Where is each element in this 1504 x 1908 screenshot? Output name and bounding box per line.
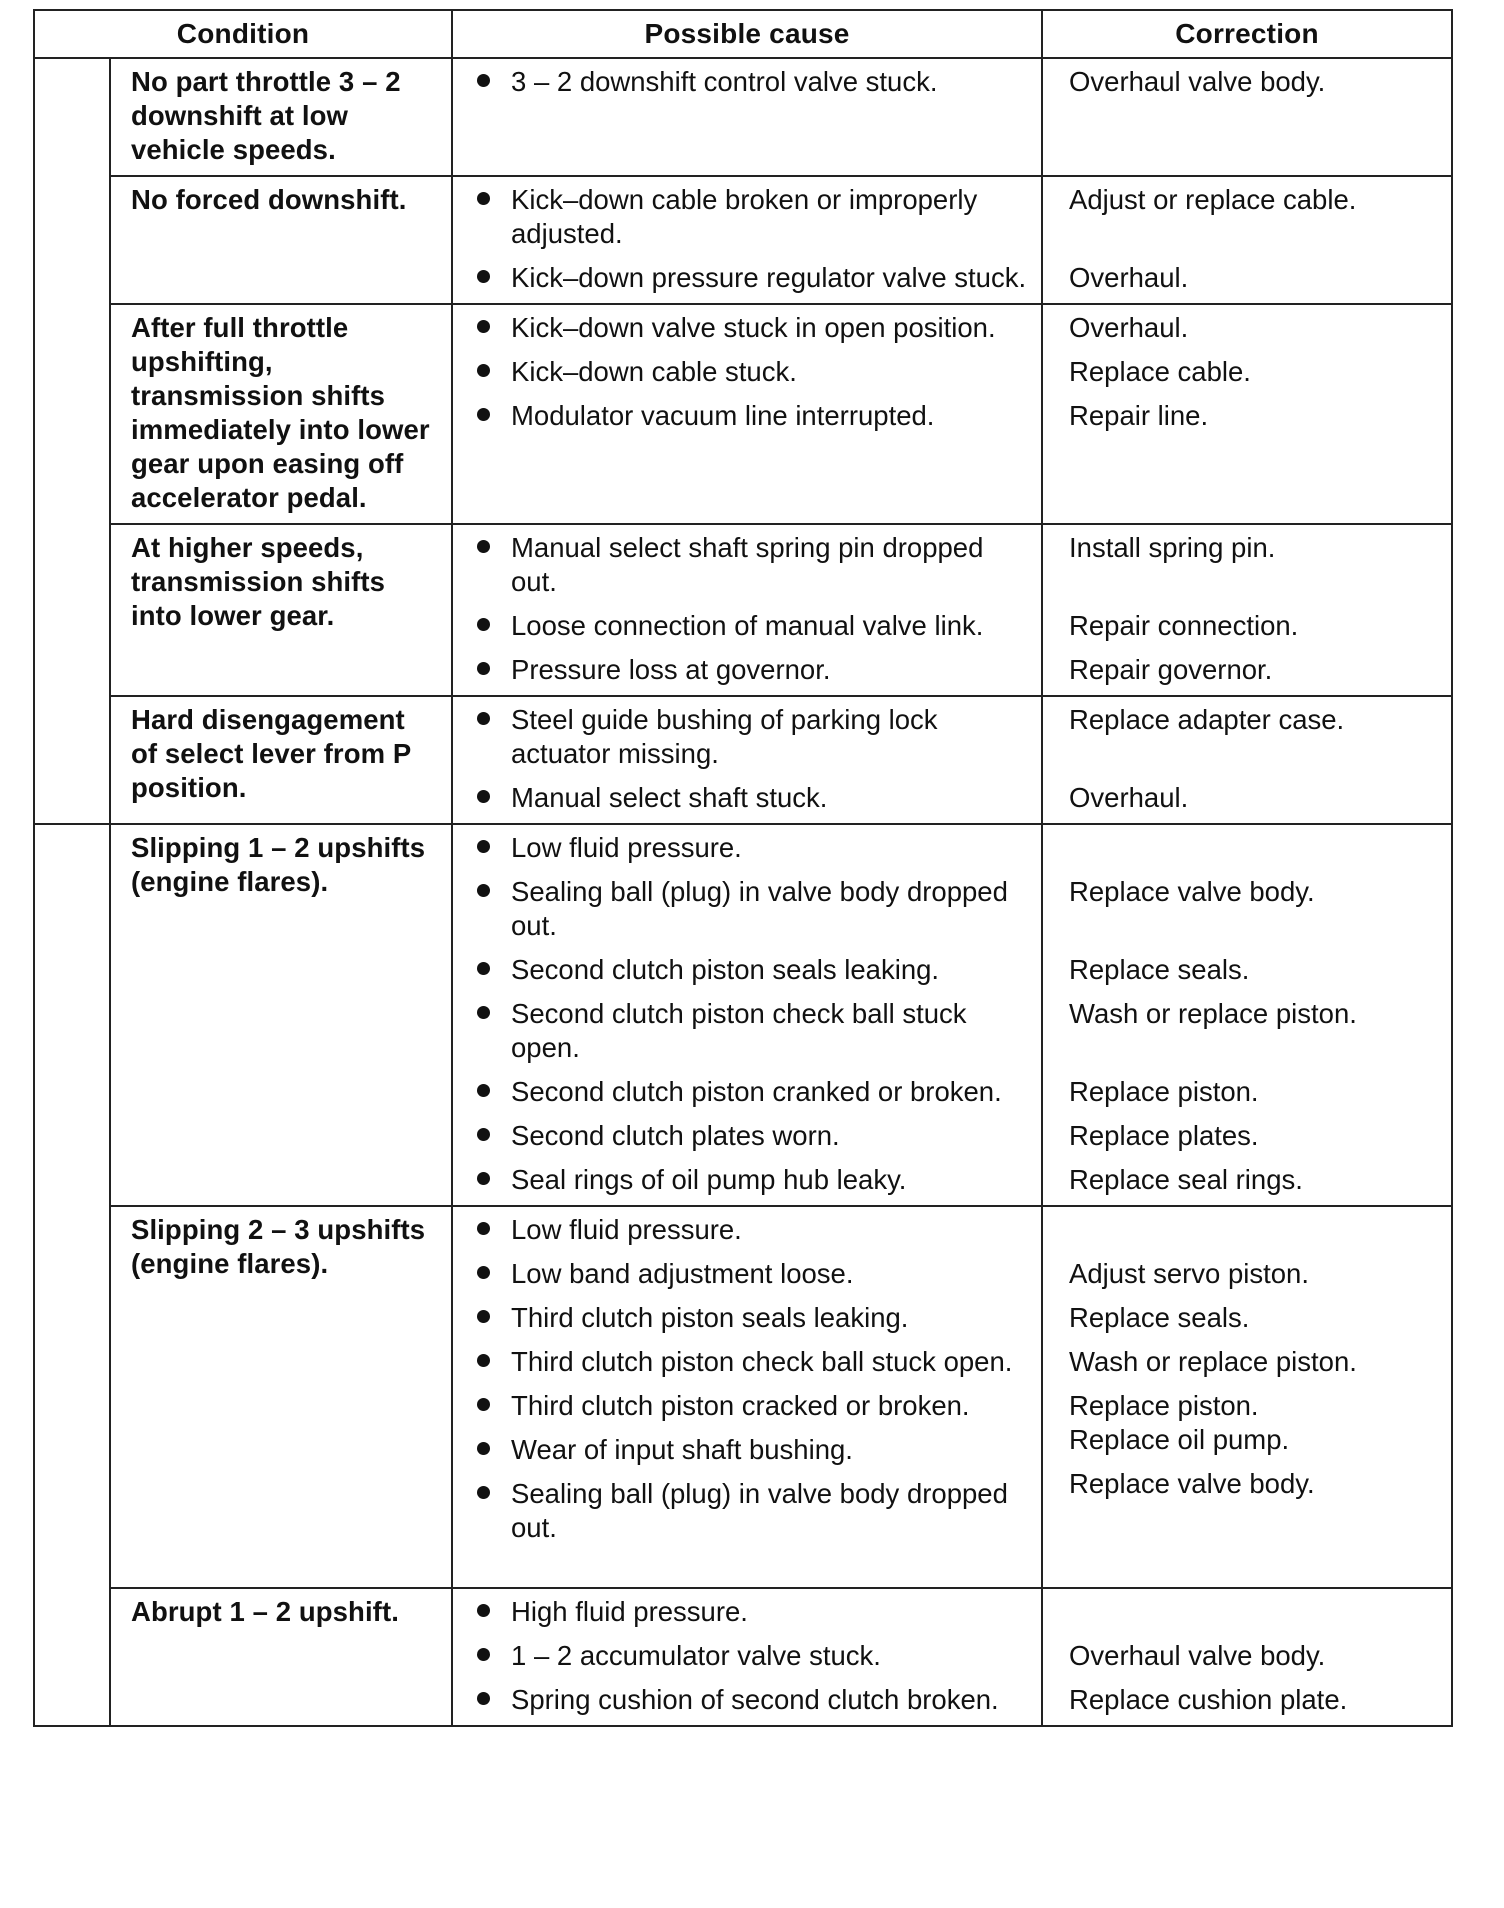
cause-item (477, 1345, 1027, 1379)
possible-cause-cell (452, 1206, 1042, 1588)
cause-text: Low fluid pressure. (511, 832, 742, 863)
table-row (34, 176, 1452, 304)
table-row (34, 824, 1452, 1206)
correction-item (1069, 1595, 1441, 1629)
group-gutter-cell (34, 58, 110, 176)
cause-item (477, 781, 1027, 815)
bullet-icon (477, 618, 490, 631)
bullet-icon (477, 1604, 490, 1617)
condition-cell: No part throttle 3 – 2 downshift at low vehicle speeds. (110, 58, 452, 176)
correction-cell (1042, 1588, 1452, 1726)
possible-cause-cell (452, 58, 1042, 176)
cause-text: Sealing ball (plug) in valve body dropped out. (511, 1478, 1008, 1543)
bullet-icon (477, 408, 490, 421)
cause-text: Loose connection of manual valve link. (511, 610, 984, 641)
correction-item: Replace cable. (1069, 356, 1251, 387)
cause-text: Low band adjustment loose. (511, 1258, 854, 1289)
condition-cell: Slipping 1 – 2 upshifts (engine flares). (110, 824, 452, 1206)
bullet-icon (477, 662, 490, 675)
correction-item (1069, 1511, 1441, 1579)
cause-text: Steel guide bushing of parking lock actuator missing. (511, 704, 938, 769)
bullet-icon (477, 1310, 490, 1323)
table-row (34, 524, 1452, 696)
cause-item (477, 531, 1027, 599)
cause-text: Kick–down cable broken or improperly adjusted. (511, 184, 978, 249)
cause-item (477, 1595, 1027, 1629)
correction-cell (1042, 1206, 1452, 1588)
cause-text: Second clutch piston cranked or broken. (511, 1076, 1002, 1107)
cause-text: 1 – 2 accumulator valve stuck. (511, 1640, 881, 1671)
group-gutter-cell (34, 176, 110, 304)
cause-text: Modulator vacuum line interrupted. (511, 400, 935, 431)
correction-item: Overhaul valve body. (1069, 1640, 1326, 1671)
cause-item (477, 183, 1027, 251)
cause-item (477, 1477, 1027, 1545)
correction-item: Overhaul. (1069, 312, 1189, 343)
correction-item: Repair line. (1069, 400, 1209, 431)
cause-text: Third clutch piston cracked or broken. (511, 1390, 970, 1421)
cause-text: Spring cushion of second clutch broken. (511, 1684, 999, 1715)
group-gutter-cell (34, 824, 110, 1206)
condition-cell: At higher speeds, transmission shifts into lower gear. (110, 524, 452, 696)
bullet-icon (477, 840, 490, 853)
bullet-icon (477, 1442, 490, 1455)
bullet-icon (477, 1648, 490, 1661)
correction-item: Replace seal rings. (1069, 1164, 1303, 1195)
cause-item (477, 311, 1027, 345)
cause-item (477, 261, 1027, 295)
cause-text: Sealing ball (plug) in valve body dropped out. (511, 876, 1008, 941)
cause-text: Third clutch piston seals leaking. (511, 1302, 909, 1333)
bullet-icon (477, 1222, 490, 1235)
cause-item (477, 1257, 1027, 1291)
correction-item: Install spring pin. (1069, 532, 1276, 563)
bullet-icon (477, 74, 490, 87)
cause-text: Second clutch piston check ball stuck open. (511, 998, 967, 1063)
correction-item: Wash or replace piston. (1069, 998, 1357, 1029)
table-row (34, 1206, 1452, 1588)
correction-item: Repair connection. (1069, 610, 1299, 641)
troubleshooting-table (33, 9, 1453, 1727)
correction-item: Replace piston. (1069, 1076, 1259, 1107)
correction-item: Adjust or replace cable. (1069, 184, 1357, 215)
group-gutter-cell (34, 524, 110, 696)
cause-text: Third clutch piston check ball stuck open. (511, 1346, 1013, 1377)
correction-item: Replace plates. (1069, 1120, 1259, 1151)
group-gutter-cell (34, 1588, 110, 1726)
correction-item: Replace seals. (1069, 954, 1250, 985)
possible-cause-cell (452, 176, 1042, 304)
cause-item (477, 653, 1027, 687)
bullet-icon (477, 1398, 490, 1411)
cause-text: Seal rings of oil pump hub leaky. (511, 1164, 907, 1195)
cause-item (477, 65, 1027, 99)
correction-item (1069, 1213, 1441, 1247)
correction-item: Replace seals. (1069, 1302, 1250, 1333)
correction-item: Replace adapter case. (1069, 704, 1345, 735)
correction-item: Overhaul. (1069, 782, 1189, 813)
correction-item: Replace valve body. (1069, 1468, 1315, 1499)
bullet-icon (477, 962, 490, 975)
cause-item (477, 1301, 1027, 1335)
cause-item (477, 1683, 1027, 1717)
header-condition: Condition (34, 10, 452, 58)
bullet-icon (477, 1084, 490, 1097)
correction-item: Replace piston. Replace oil pump. (1069, 1390, 1290, 1455)
bullet-icon (477, 1354, 490, 1367)
bullet-icon (477, 884, 490, 897)
possible-cause-cell (452, 696, 1042, 824)
correction-item: Wash or replace piston. (1069, 1346, 1357, 1377)
bullet-icon (477, 1172, 490, 1185)
bullet-icon (477, 1006, 490, 1019)
group-gutter-cell (34, 304, 110, 524)
cause-item (477, 831, 1027, 865)
cause-item (477, 997, 1027, 1065)
bullet-icon (477, 320, 490, 333)
cause-item (477, 355, 1027, 389)
table-row (34, 696, 1452, 824)
possible-cause-cell (452, 824, 1042, 1206)
bullet-icon (477, 790, 490, 803)
correction-cell (1042, 58, 1452, 176)
cause-text: Second clutch piston seals leaking. (511, 954, 940, 985)
bullet-icon (477, 270, 490, 283)
table-row (34, 304, 1452, 524)
correction-item: Replace cushion plate. (1069, 1684, 1348, 1715)
cause-item (477, 953, 1027, 987)
possible-cause-cell (452, 304, 1042, 524)
correction-cell (1042, 524, 1452, 696)
cause-item (477, 399, 1027, 433)
correction-cell (1042, 696, 1452, 824)
cause-item (477, 1639, 1027, 1673)
condition-cell: No forced downshift. (110, 176, 452, 304)
group-gutter-cell (34, 1206, 110, 1588)
possible-cause-cell (452, 1588, 1042, 1726)
correction-item: Replace valve body. (1069, 876, 1315, 907)
correction-cell (1042, 824, 1452, 1206)
cause-item (477, 703, 1027, 771)
cause-text: Kick–down cable stuck. (511, 356, 797, 387)
cause-text: Manual select shaft spring pin dropped out. (511, 532, 984, 597)
bullet-icon (477, 1266, 490, 1279)
bullet-icon (477, 1692, 490, 1705)
bullet-icon (477, 364, 490, 377)
cause-text: High fluid pressure. (511, 1596, 748, 1627)
bullet-icon (477, 540, 490, 553)
group-gutter-cell (34, 696, 110, 824)
table-row (34, 1588, 1452, 1726)
cause-item (477, 1075, 1027, 1109)
cause-text: Kick–down valve stuck in open position. (511, 312, 996, 343)
table-header-row (34, 10, 1452, 58)
correction-item (1069, 831, 1441, 865)
cause-text: Second clutch plates worn. (511, 1120, 840, 1151)
correction-item: Adjust servo piston. (1069, 1258, 1309, 1289)
possible-cause-cell (452, 524, 1042, 696)
table-body (34, 58, 1452, 1726)
cause-item (477, 1213, 1027, 1247)
bullet-icon (477, 1128, 490, 1141)
bullet-icon (477, 712, 490, 725)
cause-text: Wear of input shaft bushing. (511, 1434, 853, 1465)
cause-item (477, 1433, 1027, 1467)
cause-item (477, 1163, 1027, 1197)
cause-text: Manual select shaft stuck. (511, 782, 828, 813)
cause-text: Kick–down pressure regulator valve stuck. (511, 262, 1027, 293)
correction-item: Overhaul valve body. (1069, 66, 1326, 97)
bullet-icon (477, 192, 490, 205)
correction-cell (1042, 304, 1452, 524)
condition-cell: Abrupt 1 – 2 upshift. (110, 1588, 452, 1726)
cause-text: Low fluid pressure. (511, 1214, 742, 1245)
header-possible-cause: Possible cause (452, 10, 1042, 58)
table-row (34, 58, 1452, 176)
bullet-icon (477, 1486, 490, 1499)
header-correction: Correction (1042, 10, 1452, 58)
condition-cell: Hard disengagement of select lever from P position. (110, 696, 452, 824)
correction-item: Repair governor. (1069, 654, 1273, 685)
correction-cell (1042, 176, 1452, 304)
correction-item: Overhaul. (1069, 262, 1189, 293)
cause-item (477, 1389, 1027, 1423)
cause-item (477, 1119, 1027, 1153)
cause-text: 3 – 2 downshift control valve stuck. (511, 66, 938, 97)
condition-cell: Slipping 2 – 3 upshifts (engine flares). (110, 1206, 452, 1588)
cause-text: Pressure loss at governor. (511, 654, 831, 685)
cause-item (477, 609, 1027, 643)
cause-item (477, 875, 1027, 943)
condition-cell: After full throttle upshifting, transmission shifts immediately into lower gear upon easing off accelerator pedal. (110, 304, 452, 524)
